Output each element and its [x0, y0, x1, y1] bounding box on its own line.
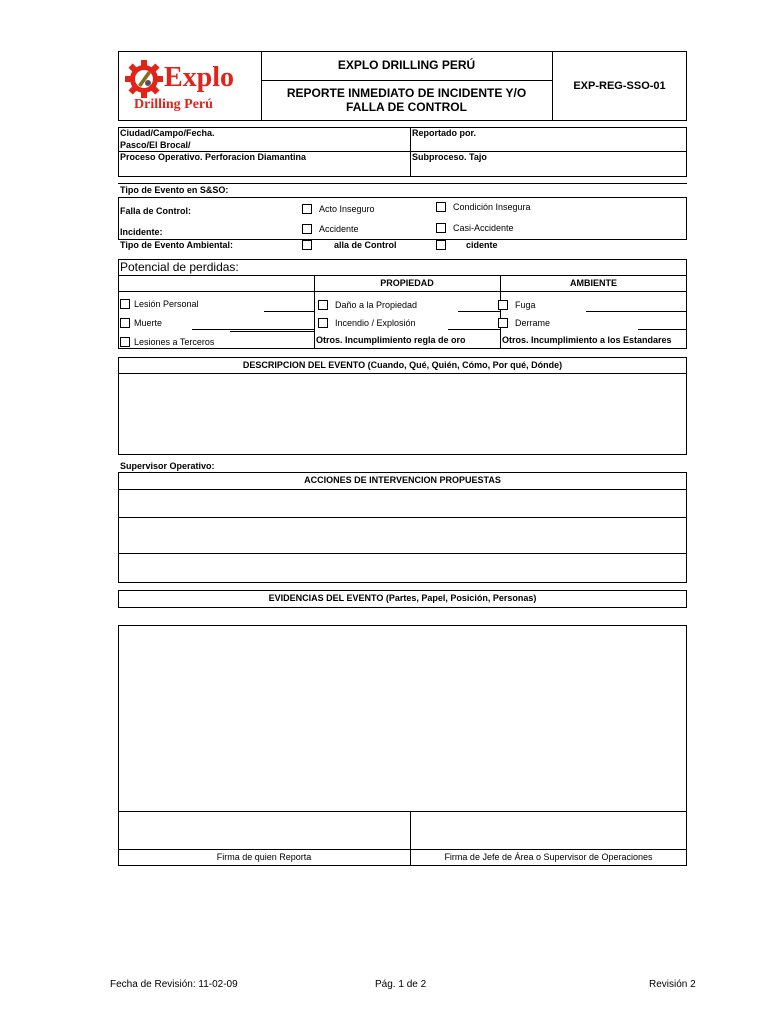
header-divider-mid	[261, 80, 552, 81]
tipo-top-line	[118, 183, 687, 184]
muerte-checkbox[interactable]	[120, 318, 130, 328]
accidente-checkbox[interactable]	[302, 224, 312, 234]
company-name: EXPLO DRILLING PERÚ	[337, 58, 476, 72]
reportado-label: Reportado por.	[412, 128, 477, 138]
ciudad-value: Pasco/El Brocal/	[120, 140, 191, 150]
form-code: EXP-REG-SSO-01	[573, 80, 666, 92]
evidencias-field[interactable]	[119, 626, 686, 810]
derrame-label: Derrame	[515, 318, 551, 328]
incendio-underline	[448, 329, 500, 330]
ambiental-incidente-label: cidente	[466, 240, 498, 250]
ambiente-header: AMBIENTE	[570, 278, 617, 288]
footer-revision: Revisión 2	[649, 979, 696, 990]
tipo-evento-label: Tipo de Evento en S&SO:	[120, 185, 229, 195]
evidencias-title: EVIDENCIAS DEL EVENTO (Partes, Papel, Posición, Personas)	[268, 593, 537, 603]
accion-field-3[interactable]	[119, 554, 686, 582]
firma-jefe-label: Firma de Jefe de Área o Supervisor de Operaciones	[444, 852, 653, 862]
fuga-checkbox[interactable]	[498, 300, 508, 310]
logo-word-explo: Explo	[164, 62, 235, 93]
accidente-label: Accidente	[319, 224, 359, 234]
form-title-line1: REPORTE INMEDIATO DE INCIDENTE Y/O	[286, 86, 527, 100]
ciudad-label: Ciudad/Campo/Fecha.	[120, 128, 215, 138]
fuga-underline	[586, 311, 687, 312]
condicion-insegura-label: Condición Insegura	[453, 202, 531, 212]
lesiones-terceros-checkbox[interactable]	[120, 337, 130, 347]
lesiones-terceros-underline	[230, 331, 314, 332]
propiedad-header: PROPIEDAD	[380, 278, 434, 288]
gear-logo-icon	[124, 59, 164, 99]
lesion-personal-label: Lesión Personal	[134, 299, 199, 309]
supervisor-label: Supervisor Operativo:	[120, 461, 215, 471]
acto-inseguro-label: Acto Inseguro	[319, 204, 375, 214]
falla-label: Falla de Control:	[120, 206, 192, 216]
descripcion-field[interactable]	[119, 374, 686, 454]
perdidas-header-line	[118, 291, 687, 292]
acciones-title: ACCIONES DE INTERVENCION PROPUESTAS	[304, 475, 501, 485]
otros-regla-label: Otros. Incumplimiento regla de oro	[316, 335, 466, 345]
derrame-underline	[638, 329, 687, 330]
incendio-label: Incendio / Explosión	[335, 318, 416, 328]
subproceso-label: Subproceso. Tajo	[412, 152, 487, 162]
casi-accidente-checkbox[interactable]	[436, 223, 446, 233]
perdidas-title-line	[118, 275, 687, 276]
otros-estandares-label: Otros. Incumplimiento a los Estandares	[502, 335, 672, 345]
incidente-label: Incidente:	[120, 227, 163, 237]
ambiental-incidente-checkbox[interactable]	[436, 240, 446, 250]
form-title-line2: FALLA DE CONTROL	[346, 100, 467, 114]
accion-field-2[interactable]	[119, 518, 686, 552]
descripcion-title: DESCRIPCION DEL EVENTO (Cuando, Qué, Quién, Cómo, Por qué, Dónde)	[242, 360, 563, 370]
footer-fecha: Fecha de Revisión: 11-02-09	[110, 979, 238, 990]
footer-pagina: Pág. 1 de 2	[375, 979, 427, 990]
muerte-underline	[192, 329, 314, 330]
ambiental-falla-label: alla de Control	[334, 240, 397, 250]
firma-reporta-field[interactable]	[119, 812, 409, 848]
info-divider	[410, 127, 411, 177]
condicion-insegura-checkbox[interactable]	[436, 202, 446, 212]
dano-propiedad-label: Daño a la Propiedad	[335, 300, 418, 310]
lesion-underline	[264, 311, 314, 312]
derrame-checkbox[interactable]	[498, 318, 508, 328]
fuga-label: Fuga	[515, 300, 536, 310]
lesiones-terceros-label: Lesiones a Terceros	[134, 337, 215, 347]
firma-jefe-field[interactable]	[411, 812, 686, 848]
incendio-checkbox[interactable]	[318, 318, 328, 328]
firmas-label-line	[118, 849, 687, 850]
casi-accidente-label: Casi-Accidente	[453, 223, 514, 233]
tipo-evento-box	[118, 197, 687, 240]
company-logo	[122, 57, 258, 115]
dano-underline	[458, 311, 500, 312]
muerte-label: Muerte	[134, 318, 163, 328]
firma-reporta-label: Firma de quien Reporta	[216, 852, 312, 862]
perdidas-title: Potencial de perdidas:	[120, 260, 239, 274]
accion-field-1[interactable]	[119, 490, 686, 516]
acto-inseguro-checkbox[interactable]	[302, 204, 312, 214]
logo-word-drilling: Drilling Perú	[134, 97, 213, 112]
lesion-personal-checkbox[interactable]	[120, 299, 130, 309]
dano-propiedad-checkbox[interactable]	[318, 300, 328, 310]
ambiental-label: Tipo de Evento Ambiental:	[120, 240, 234, 250]
ambiental-falla-checkbox[interactable]	[302, 240, 312, 250]
proceso-label: Proceso Operativo. Perforacion Diamantina	[120, 152, 307, 162]
